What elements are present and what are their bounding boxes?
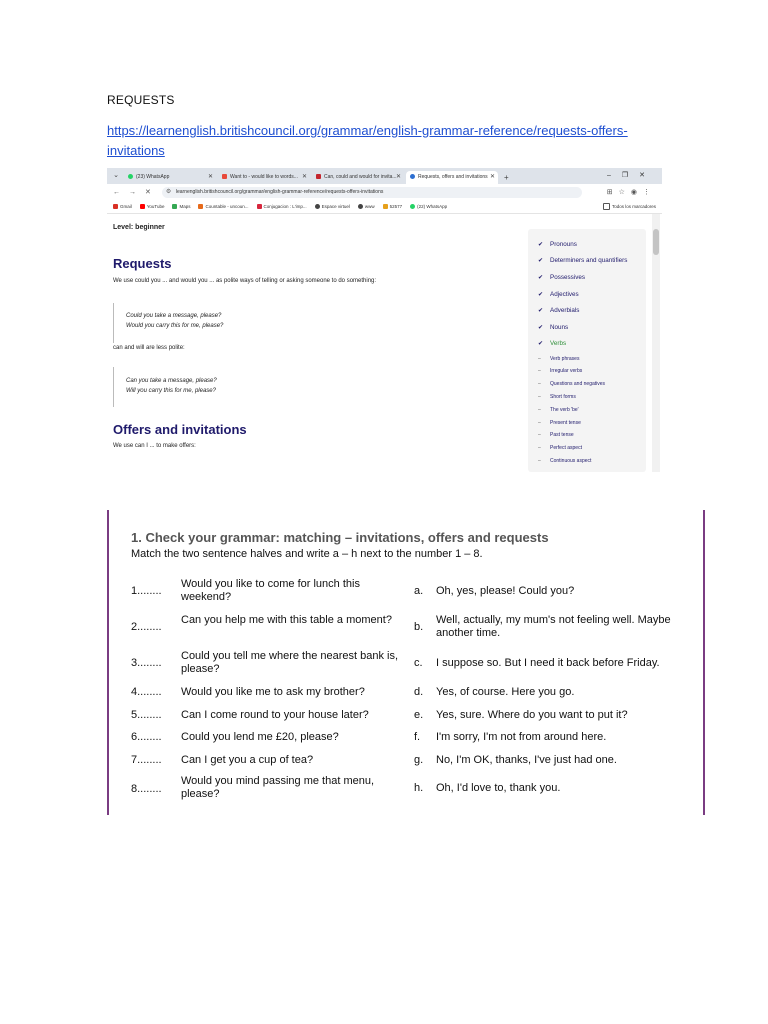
tab-label: (23) WhatsApp (136, 174, 170, 180)
item-number: 2........ (131, 621, 162, 633)
answer-letter: a. (414, 585, 424, 597)
offers-heading: Offers and invitations (113, 422, 247, 437)
doc-heading: REQUESTS (107, 93, 175, 107)
item-number: 6........ (131, 731, 162, 743)
bookmark-icon (198, 204, 203, 209)
answer-letter: e. (414, 709, 424, 721)
answer-letter: g. (414, 754, 424, 766)
tab-label: Want to - would like to words... (230, 174, 298, 180)
example-line: Would you carry this for me, please? (126, 323, 224, 329)
answer-letter: h. (414, 782, 424, 794)
site-info-icon[interactable]: ⚙ (165, 188, 172, 195)
less-polite-note: can and will are less polite: (113, 345, 185, 351)
sidebar-subitem[interactable]: – Past tense (538, 432, 574, 439)
question-text: Can you help me with this table a moment? (181, 614, 392, 626)
item-number: 1........ (131, 585, 162, 597)
sidebar-subitem[interactable]: – Questions and negatives (538, 381, 606, 388)
scrollbar-thumb[interactable] (653, 229, 659, 255)
exercise-instruction: Match the two sentence halves and write a – h next to the number 1 – 8. (131, 548, 483, 560)
sidebar-subitem[interactable]: – Irregular verbs (538, 368, 583, 375)
example-line: Can you take a message, please? (126, 378, 217, 384)
answer-letter: c. (414, 657, 423, 669)
web-page-content (107, 214, 662, 472)
dash-icon: – (538, 445, 541, 452)
browser-screenshot (107, 168, 662, 472)
bookmarks-bar (107, 200, 662, 214)
example-line: Could you take a message, please? (126, 313, 222, 319)
stop-icon[interactable]: ✕ (145, 189, 151, 196)
question-text: Can I come round to your house later? (181, 709, 369, 721)
bookmark-conjugacion[interactable]: Conjugacion : L'imp... (257, 204, 307, 209)
bookmark-52577[interactable]: 52577 (383, 204, 403, 209)
requests-intro: We use could you ... and would you ... as polite ways of telling or asking someone to do something: (113, 278, 377, 284)
question-text: Could you lend me £20, please? (181, 731, 339, 743)
tab-label: Can, could and would for invita... (324, 174, 397, 180)
grammar-sidebar (528, 229, 646, 472)
browser-toolbar (107, 184, 662, 200)
question-text: Would you like to come for lunch this weekend? (181, 578, 360, 603)
exercise-title: 1. Check your grammar: matching – invitations, offers and requests (131, 530, 549, 545)
question-text: Would you mind passing me that menu, please? (181, 775, 375, 800)
globe-icon (315, 204, 320, 209)
gmail-icon (113, 204, 118, 209)
bookmark-maps[interactable]: Maps (172, 204, 190, 209)
check-icon: ✔ (538, 324, 544, 331)
forward-icon[interactable]: → (129, 188, 136, 196)
address-url: learnenglish.britishcouncil.org/grammar/english-grammar-reference/requests-offers-invitations (175, 188, 384, 195)
answer-text: I suppose so. But I need it back before Friday. (436, 657, 660, 669)
back-icon[interactable]: ← (113, 188, 120, 196)
answer-letter: f. (414, 731, 421, 743)
item-number: 3........ (131, 657, 162, 669)
sidebar-subitem[interactable]: – Continuous aspect (538, 457, 592, 464)
globe-icon (358, 204, 363, 209)
sidebar-item-possessives[interactable]: ✔ Possessives (538, 273, 585, 281)
example-line: Will you carry this for me, please? (126, 388, 216, 394)
page-scrollbar[interactable] (652, 214, 660, 472)
tab-search-icon[interactable]: ⌄ (113, 172, 119, 179)
matching-exercise (107, 510, 705, 815)
sidebar-subitem[interactable]: – Present tense (538, 419, 581, 426)
tab-strip (107, 168, 662, 184)
sidebar-item-pronouns[interactable]: ✔ Pronouns (538, 240, 577, 248)
question-text: Can I get you a cup of tea? (181, 754, 314, 766)
sidebar-subitem[interactable]: – The verb 'be' (538, 406, 579, 413)
bookmark-www[interactable]: www (358, 204, 375, 209)
sidebar-item-nouns[interactable]: ✔ Nouns (538, 323, 569, 331)
reference-link[interactable]: https://learnenglish.britishcouncil.org/grammar/english-grammar-reference/requests-offers-invitations (107, 123, 628, 158)
toolbar-icons[interactable]: ⊞☆◉⋮ (606, 189, 656, 196)
close-tab-icon[interactable]: ✕ (489, 174, 495, 180)
dash-icon: – (538, 393, 541, 400)
tab-favicon-icon (128, 174, 133, 179)
dash-icon: – (538, 432, 541, 439)
answer-text: Yes, of course. Here you go. (436, 686, 575, 698)
browser-tab[interactable] (124, 171, 216, 184)
example-box-2 (113, 367, 313, 407)
answer-text: I'm sorry, I'm not from around here. (436, 731, 607, 743)
tab-favicon-icon (316, 174, 321, 179)
folder-icon (603, 203, 610, 210)
answer-letter: b. (414, 621, 424, 633)
bookmark-icon (383, 204, 388, 209)
sidebar-subitem[interactable]: – Verb phrases (538, 355, 580, 362)
youtube-icon (140, 204, 145, 209)
dash-icon: – (538, 419, 541, 426)
item-number: 8........ (131, 783, 162, 795)
check-icon: ✔ (538, 308, 544, 315)
level-label: Level: beginner (113, 224, 165, 231)
item-number: 5........ (131, 709, 162, 721)
dash-icon: – (538, 355, 541, 362)
dash-icon: – (538, 381, 541, 388)
close-tab-icon[interactable]: ✕ (301, 174, 307, 180)
requests-heading: Requests (113, 256, 172, 271)
check-icon: ✔ (538, 241, 544, 248)
close-tab-icon[interactable]: ✕ (395, 174, 401, 180)
sidebar-subitem[interactable]: – Perfect aspect (538, 445, 582, 452)
all-bookmarks[interactable]: Todos los marcadores (603, 203, 656, 210)
whatsapp-icon (410, 204, 415, 209)
check-icon: ✔ (538, 341, 544, 348)
bookmark-icon (257, 204, 262, 209)
sidebar-item-determiners[interactable]: ✔ Determiners and quantifiers (538, 257, 628, 265)
window-controls[interactable]: –❐✕ (606, 172, 656, 179)
dash-icon: – (538, 406, 541, 413)
address-bar[interactable] (162, 187, 582, 198)
maps-icon (172, 204, 177, 209)
sidebar-item-adjectives[interactable]: ✔ Adjectives (538, 290, 579, 298)
dash-icon: – (538, 457, 541, 464)
tab-favicon-icon (222, 174, 227, 179)
browser-tab[interactable] (218, 171, 310, 184)
bookmark-espace[interactable]: Espace virtuel (315, 204, 350, 209)
bookmark-gmail[interactable]: Gmail (113, 204, 132, 209)
answer-text: Well, actually, my mum's not feeling well. Maybe another time. (436, 614, 671, 639)
example-box-1 (113, 303, 313, 343)
sidebar-subitem[interactable]: – Short forms (538, 393, 576, 400)
bookmark-whatsapp[interactable]: (22) WhatsApp (410, 204, 447, 209)
tab-label: Requests, offers and invitations (418, 174, 488, 180)
browser-tab[interactable] (312, 171, 404, 184)
check-icon: ✔ (538, 258, 544, 265)
answer-text: No, I'm OK, thanks, I've just had one. (436, 754, 617, 766)
item-number: 7........ (131, 754, 162, 766)
bookmark-youtube[interactable]: YouTube (140, 204, 165, 209)
check-icon: ✔ (538, 291, 544, 298)
question-text: Could you tell me where the nearest bank is, please? (181, 650, 399, 675)
close-tab-icon[interactable]: ✕ (207, 174, 213, 180)
item-number: 4........ (131, 686, 162, 698)
sidebar-item-adverbials[interactable]: ✔ Adverbials (538, 307, 580, 315)
offers-intro: We use can I ... to make offers: (113, 443, 196, 449)
check-icon: ✔ (538, 274, 544, 281)
bookmark-countable[interactable]: Countable - uncoun... (198, 204, 248, 209)
tab-favicon-icon (410, 174, 415, 179)
new-tab-icon[interactable]: + (504, 173, 509, 182)
answer-text: Oh, I'd love to, thank you. (436, 782, 561, 794)
question-text: Would you like me to ask my brother? (181, 686, 365, 698)
answer-letter: d. (414, 686, 424, 698)
sidebar-item-verbs[interactable]: ✔ Verbs (538, 340, 567, 348)
answer-text: Yes, sure. Where do you want to put it? (436, 709, 628, 721)
dash-icon: – (538, 368, 541, 375)
answer-text: Oh, yes, please! Could you? (436, 585, 575, 597)
browser-tab-active[interactable] (406, 171, 498, 184)
